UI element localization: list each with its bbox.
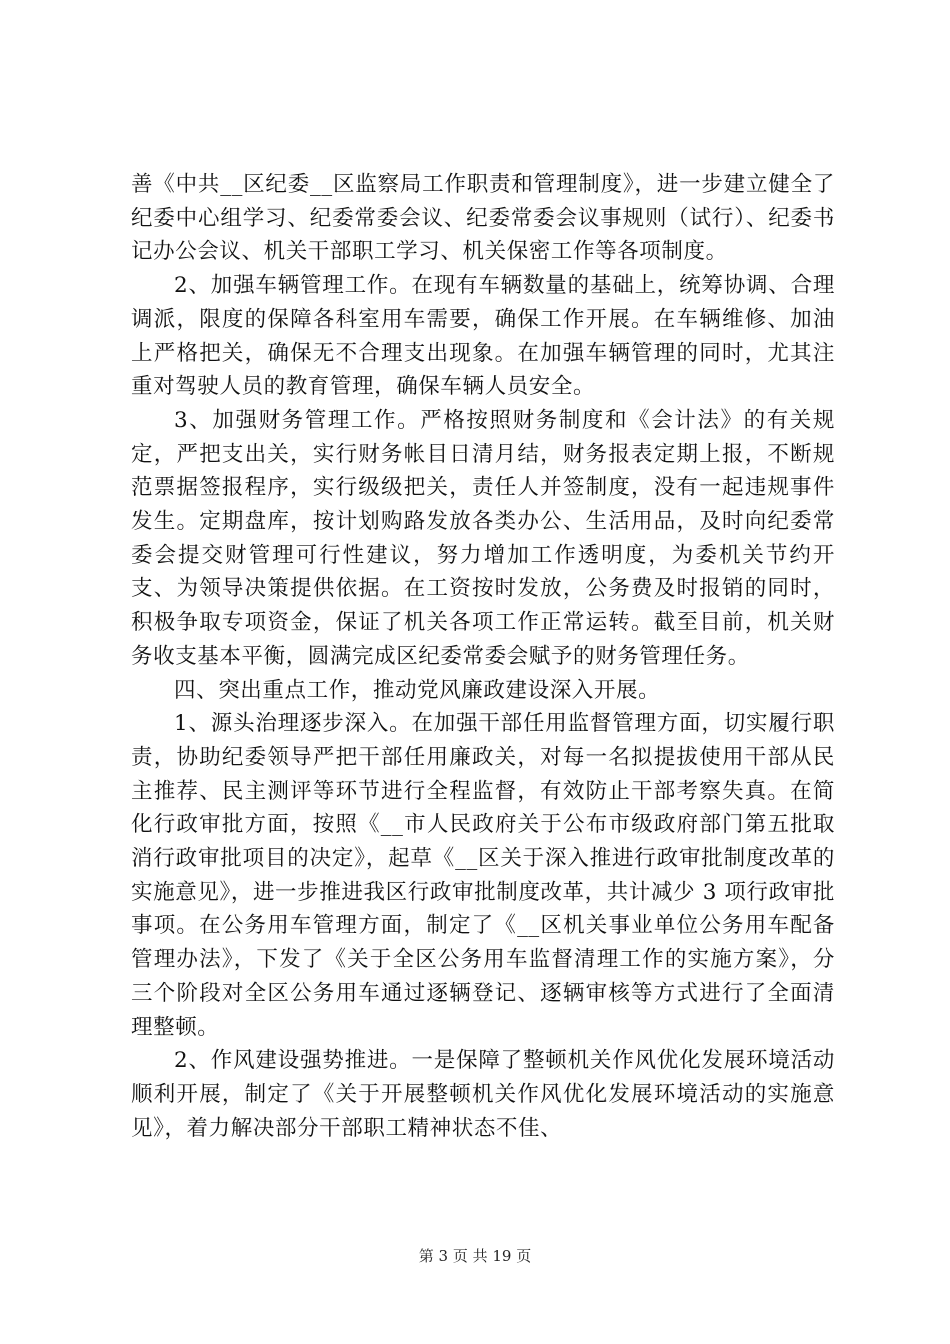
page-footer [0, 1245, 950, 1266]
paragraph-2: 2、加强车辆管理工作。在现有车辆数量的基础上，统筹协调、合理调派，限度的保障各科室用车需要，确保工作开展。在车辆维修、加油上严格把关，确保无不合理支出现象。在加强车辆管理的同时，尤其注重对驾驶人员的教育管理，确保车辆人员安全。 [131, 273, 835, 400]
paragraph-6: 2、作风建设强势推进。一是保障了整顿机关作风优化发展环境活动顺利开展，制定了《关于开展整顿机关作风优化发展环境活动的实施意见》，着力解决部分干部职工精神状态不佳、 [131, 1048, 835, 1141]
page-number-label: 第 3 页 共 19 页 [418, 1247, 532, 1265]
paragraph-1: 善《中共__区纪委__区监察局工作职责和管理制度》，进一步建立健全了纪委中心组学习、纪委常委会议、纪委常委会议事规则（试行）、纪委书记办公会议、机关干部职工学习、机关保密工作等各项制度。 [131, 172, 835, 265]
paragraph-5: 1、源头治理逐步深入。在加强干部任用监督管理方面，切实履行职责，协助纪委领导严把干部任用廉政关，对每一名拟提拔使用干部从民主推荐、民主测评等环节进行全程监督，有效防止干部考察失真。在简化行政审批方面，按照《__市人民政府关于公布市级政府部门第五批取消行政审批项目的决定》，起草《__区关于深入推进行政审批制度改革的实施意见》，进一步推进我区行政审批制度改革，共计减少 3 项行政审批事项。在公务用车管理方面，制定了《__区机关事业单位公务用车配备管理办法》，下发了《关于全区公务用车监督清理工作的实施方案》，分三个阶段对全区公务用车通过逐辆登记、逐辆审核等方式进行了全面清理整顿。 [131, 711, 835, 1040]
paragraph-4: 四、突出重点工作，推动党风廉政建设深入开展。 [174, 677, 661, 703]
document-body [131, 168, 835, 1145]
paragraph-3: 3、加强财务管理工作。严格按照财务制度和《会计法》的有关规定，严把支出关，实行财务帐目日清月结，财务报表定期上报，不断规范票据签报程序，实行级级把关，责任人并签制度，没有一起违规事件发生。定期盘库，按计划购路发放各类办公、生活用品，及时向纪委常委会提交财管理可行性建议，努力增加工作透明度，为委机关节约开支、为领导决策提供依据。在工资按时发放，公务费及时报销的同时，积极争取专项资金，保证了机关各项工作正常运转。截至目前，机关财务收支基本平衡，圆满完成区纪委常委会赋予的财务管理任务。 [131, 407, 835, 669]
